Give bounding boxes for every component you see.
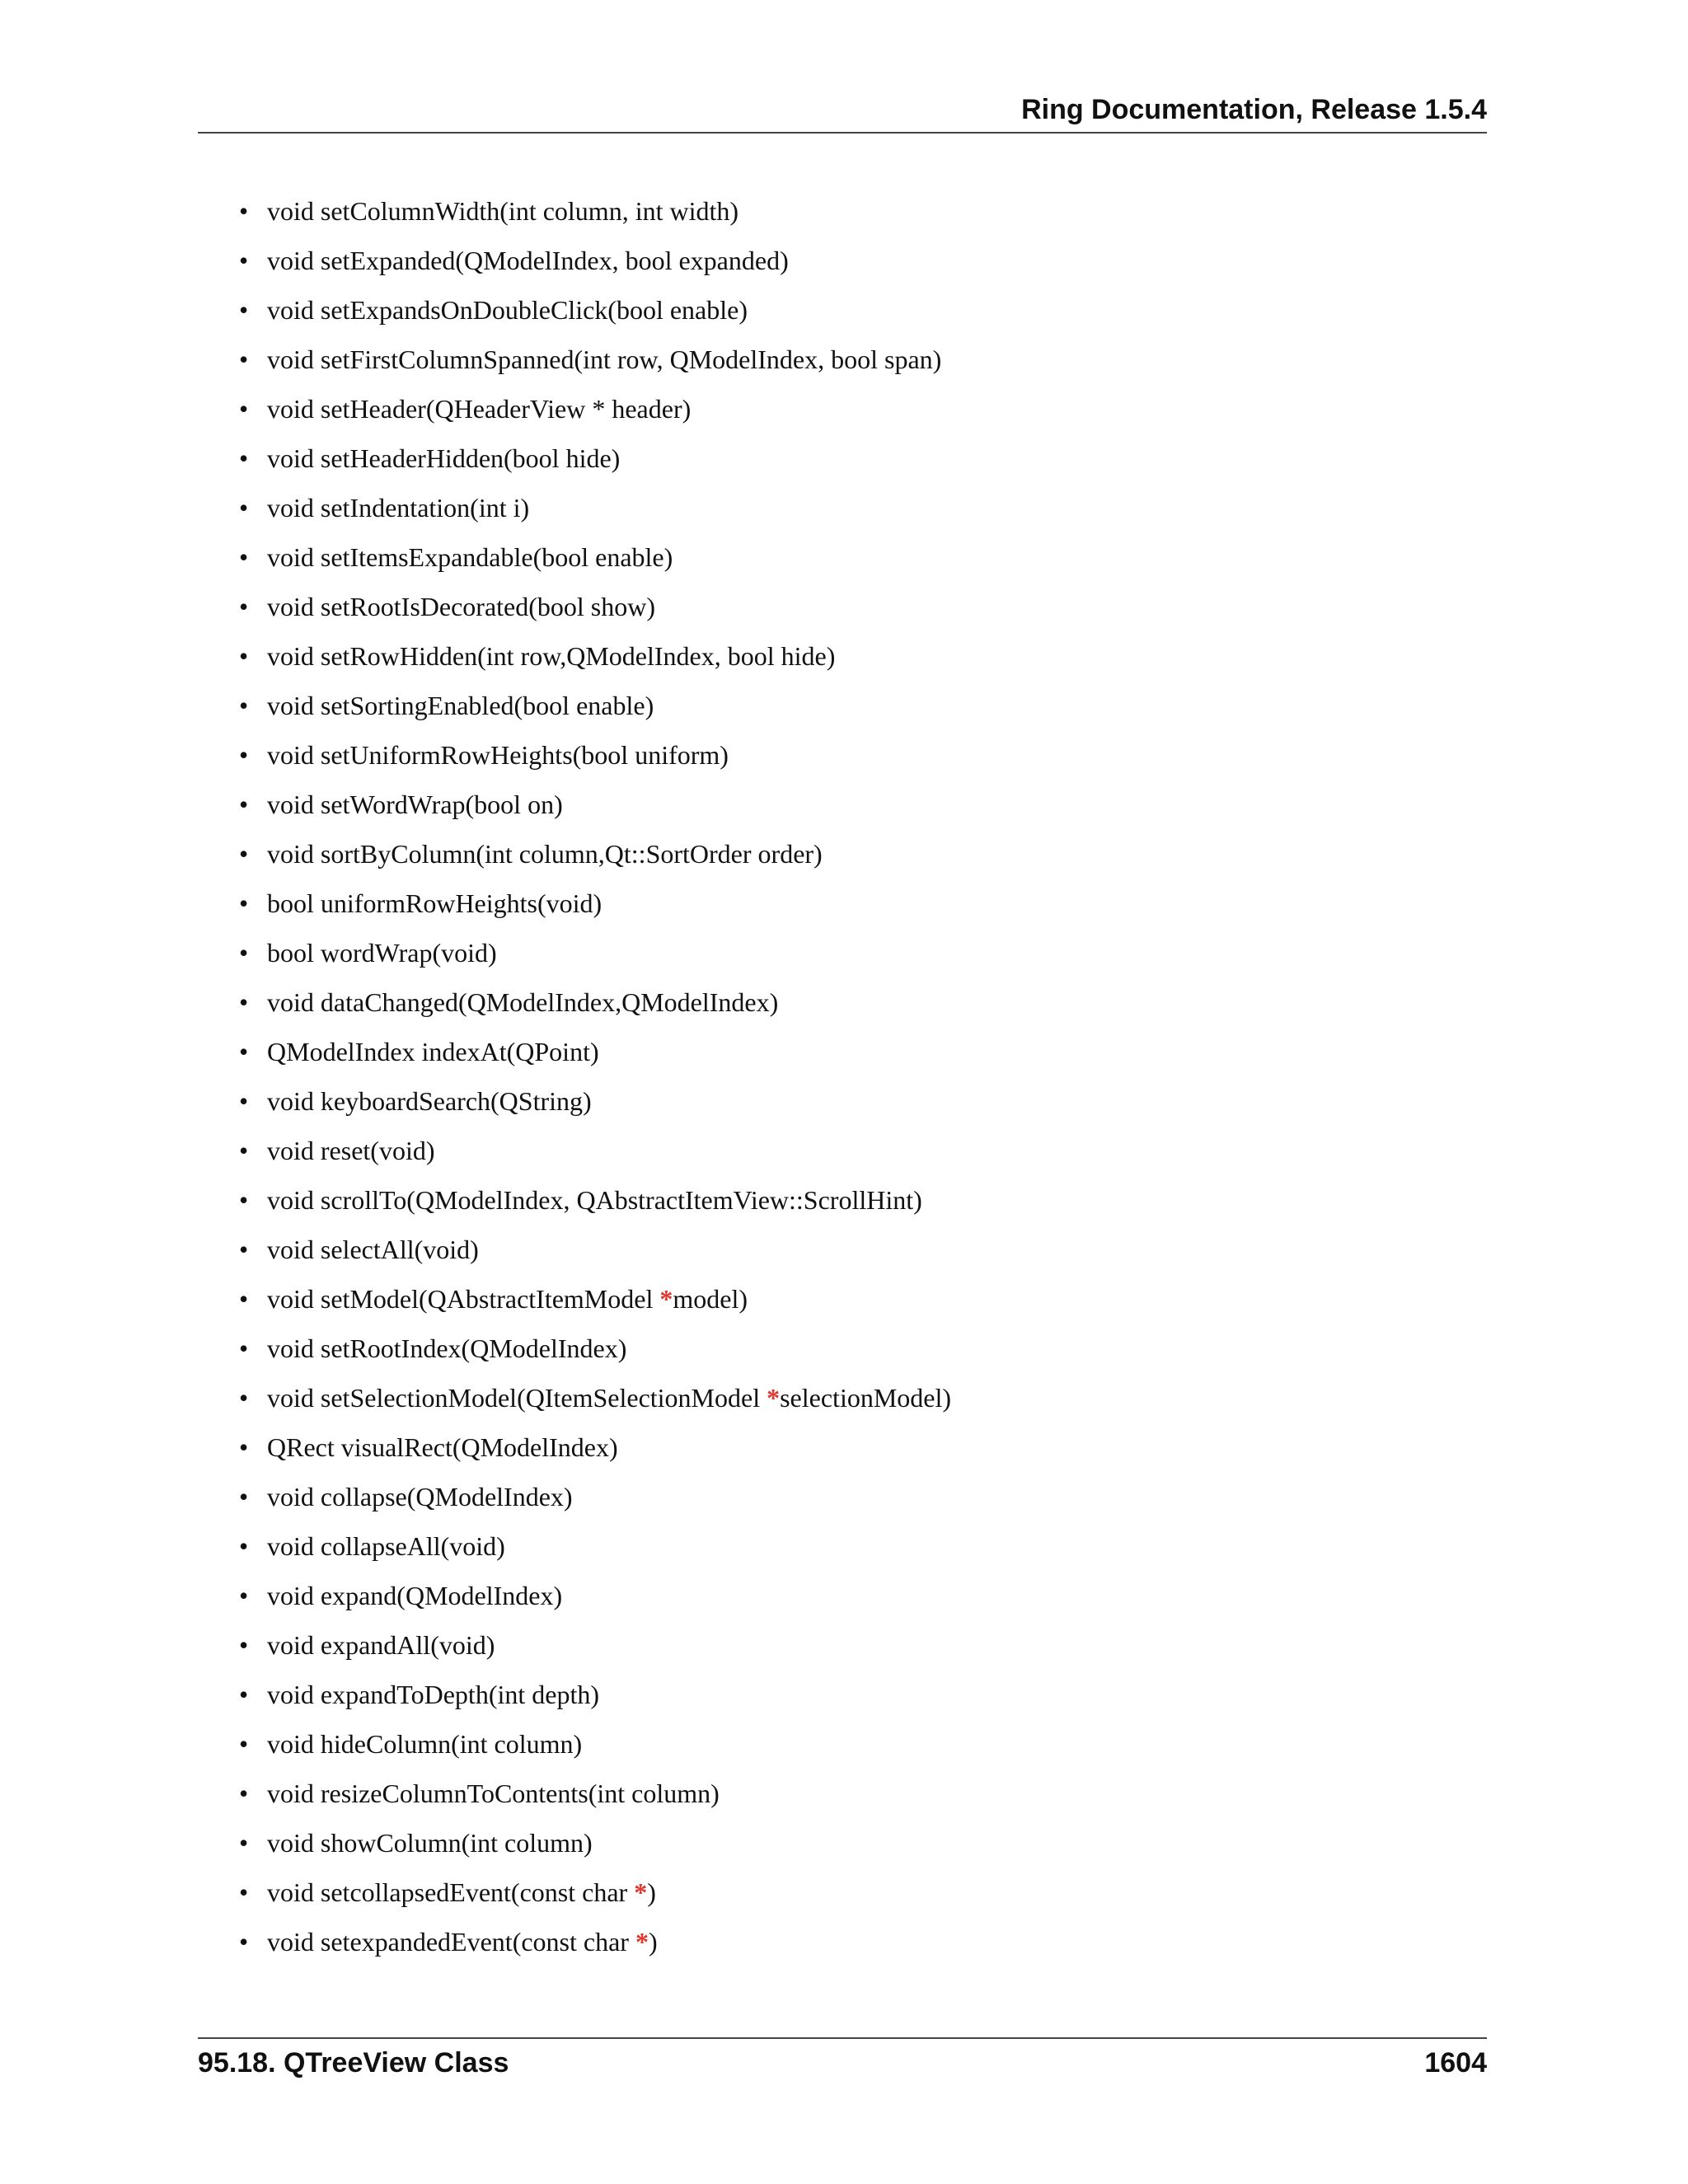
list-item (239, 986, 951, 1035)
method-signature: void expand(QModelIndex) (267, 1581, 563, 1610)
bullet-icon: • (239, 1630, 249, 1660)
list-item (239, 1035, 951, 1085)
list-item (239, 1431, 951, 1480)
list-item (239, 788, 951, 837)
list-item (239, 293, 951, 343)
bullet-icon: • (239, 1927, 249, 1957)
method-signature: void setFirstColumnSpanned(int row, QModelIndex, bool span) (267, 344, 942, 374)
list-item (239, 1925, 951, 1975)
method-signature: void scrollTo(QModelIndex, QAbstractItemView::ScrollHint) (267, 1185, 922, 1215)
method-signature: void setRootIsDecorated(bool show) (267, 592, 656, 621)
method-signature: void expandToDepth(int depth) (267, 1680, 599, 1709)
bullet-icon: • (239, 1779, 249, 1808)
bullet-icon: • (239, 295, 249, 325)
bullet-icon: • (239, 641, 249, 671)
method-signature: void setWordWrap(bool on) (267, 790, 563, 819)
bullet-icon: • (239, 1136, 249, 1165)
bullet-icon: • (239, 1185, 249, 1215)
method-signature-end: selectionModel) (780, 1383, 952, 1413)
method-signature: bool uniformRowHeights(void) (267, 888, 603, 918)
bullet-icon: • (239, 592, 249, 621)
bullet-icon: • (239, 542, 249, 572)
method-signature: void resizeColumnToContents(int column) (267, 1779, 720, 1808)
method-signature: void setUniformRowHeights(bool uniform) (267, 740, 729, 770)
list-item (239, 689, 951, 738)
method-signature: void expandAll(void) (267, 1630, 495, 1660)
bullet-icon: • (239, 1086, 249, 1116)
method-signature-end: ) (648, 1927, 658, 1957)
list-item (239, 640, 951, 689)
list-item (239, 1678, 951, 1727)
method-signature: void showColumn(int column) (267, 1828, 593, 1858)
method-signature: void setHeaderHidden(bool hide) (267, 443, 621, 473)
bullet-icon: • (239, 443, 249, 473)
method-signature: void setColumnWidth(int column, int width) (267, 196, 739, 226)
method-signature: void reset(void) (267, 1136, 435, 1165)
method-signature-start: void setModel(QAbstractItemModel (267, 1284, 660, 1314)
method-signature: void selectAll(void) (267, 1235, 479, 1264)
list-item (239, 1332, 951, 1381)
bullet-icon: • (239, 888, 249, 918)
list-item (239, 491, 951, 541)
bullet-icon: • (239, 1680, 249, 1709)
list-item (239, 1629, 951, 1678)
pointer-asterisk: * (635, 1927, 649, 1957)
method-signature: void setRootIndex(QModelIndex) (267, 1333, 627, 1363)
list-item (239, 244, 951, 293)
method-signature-end: ) (647, 1877, 656, 1907)
bullet-icon: • (239, 1235, 249, 1264)
bullet-icon: • (239, 1383, 249, 1413)
bullet-icon: • (239, 1531, 249, 1561)
list-item (239, 1134, 951, 1183)
list-item (239, 1579, 951, 1629)
method-signature: void keyboardSearch(QString) (267, 1086, 592, 1116)
list-item (239, 1727, 951, 1777)
document-title: Ring Documentation, Release 1.5.4 (1021, 94, 1487, 125)
list-item (239, 392, 951, 442)
bullet-icon: • (239, 740, 249, 770)
list-item (239, 1530, 951, 1579)
list-item (239, 738, 951, 788)
list-item (239, 343, 951, 392)
page-header (198, 89, 1487, 134)
bullet-icon: • (239, 196, 249, 226)
bullet-icon: • (239, 1828, 249, 1858)
pointer-asterisk: * (767, 1383, 781, 1413)
list-item (239, 1233, 951, 1282)
method-signature: void hideColumn(int column) (267, 1729, 583, 1759)
bullet-icon: • (239, 839, 249, 869)
page-number: 1604 (1424, 2047, 1487, 2079)
method-signature-start: void setexpandedEvent(const char (267, 1927, 635, 1957)
method-signature-start: void setSelectionModel(QItemSelectionModel (267, 1383, 767, 1413)
bullet-icon: • (239, 691, 249, 720)
list-item (239, 887, 951, 936)
list-item (239, 1282, 951, 1332)
bullet-icon: • (239, 987, 249, 1017)
method-signature: void setRowHidden(int row,QModelIndex, bool hide) (267, 641, 836, 671)
list-item (239, 194, 951, 244)
bullet-icon: • (239, 938, 249, 968)
list-item (239, 837, 951, 887)
method-signature: void setSortingEnabled(bool enable) (267, 691, 654, 720)
method-signature: bool wordWrap(void) (267, 938, 497, 968)
list-item (239, 1826, 951, 1876)
bullet-icon: • (239, 1877, 249, 1907)
method-signature: void collapseAll(void) (267, 1531, 505, 1561)
list-item (239, 1777, 951, 1826)
bullet-icon: • (239, 1037, 249, 1066)
method-signature-end: model) (673, 1284, 748, 1314)
list-item (239, 936, 951, 986)
method-signature: void setItemsExpandable(bool enable) (267, 542, 673, 572)
list-item (239, 1183, 951, 1233)
bullet-icon: • (239, 1581, 249, 1610)
method-signature: void setHeader(QHeaderView * header) (267, 394, 692, 424)
list-item (239, 1480, 951, 1530)
list-item (239, 541, 951, 590)
method-signature: void setIndentation(int i) (267, 493, 530, 523)
section-title: 95.18. QTreeView Class (198, 2047, 509, 2079)
list-item (239, 1876, 951, 1925)
method-signature: void sortByColumn(int column,Qt::SortOrder order) (267, 839, 823, 869)
bullet-icon: • (239, 1333, 249, 1363)
bullet-icon: • (239, 1432, 249, 1462)
bullet-icon: • (239, 1482, 249, 1511)
bullet-icon: • (239, 790, 249, 819)
method-signature: void collapse(QModelIndex) (267, 1482, 573, 1511)
list-item (239, 442, 951, 491)
pointer-asterisk: * (659, 1284, 673, 1314)
method-signature: void setExpandsOnDoubleClick(bool enable) (267, 295, 748, 325)
list-item (239, 1085, 951, 1134)
method-signature: QRect visualRect(QModelIndex) (267, 1432, 618, 1462)
method-signature-start: void setcollapsedEvent(const char (267, 1877, 635, 1907)
bullet-icon: • (239, 1284, 249, 1314)
bullet-icon: • (239, 344, 249, 374)
bullet-icon: • (239, 1729, 249, 1759)
method-signature: QModelIndex indexAt(QPoint) (267, 1037, 599, 1066)
bullet-icon: • (239, 394, 249, 424)
page-footer (198, 2037, 1487, 2088)
method-signature: void dataChanged(QModelIndex,QModelIndex) (267, 987, 779, 1017)
list-item (239, 590, 951, 640)
bullet-icon: • (239, 246, 249, 275)
method-signature: void setExpanded(QModelIndex, bool expanded) (267, 246, 789, 275)
method-list (239, 194, 951, 1975)
list-item (239, 1381, 951, 1431)
pointer-asterisk: * (634, 1877, 648, 1907)
bullet-icon: • (239, 493, 249, 523)
